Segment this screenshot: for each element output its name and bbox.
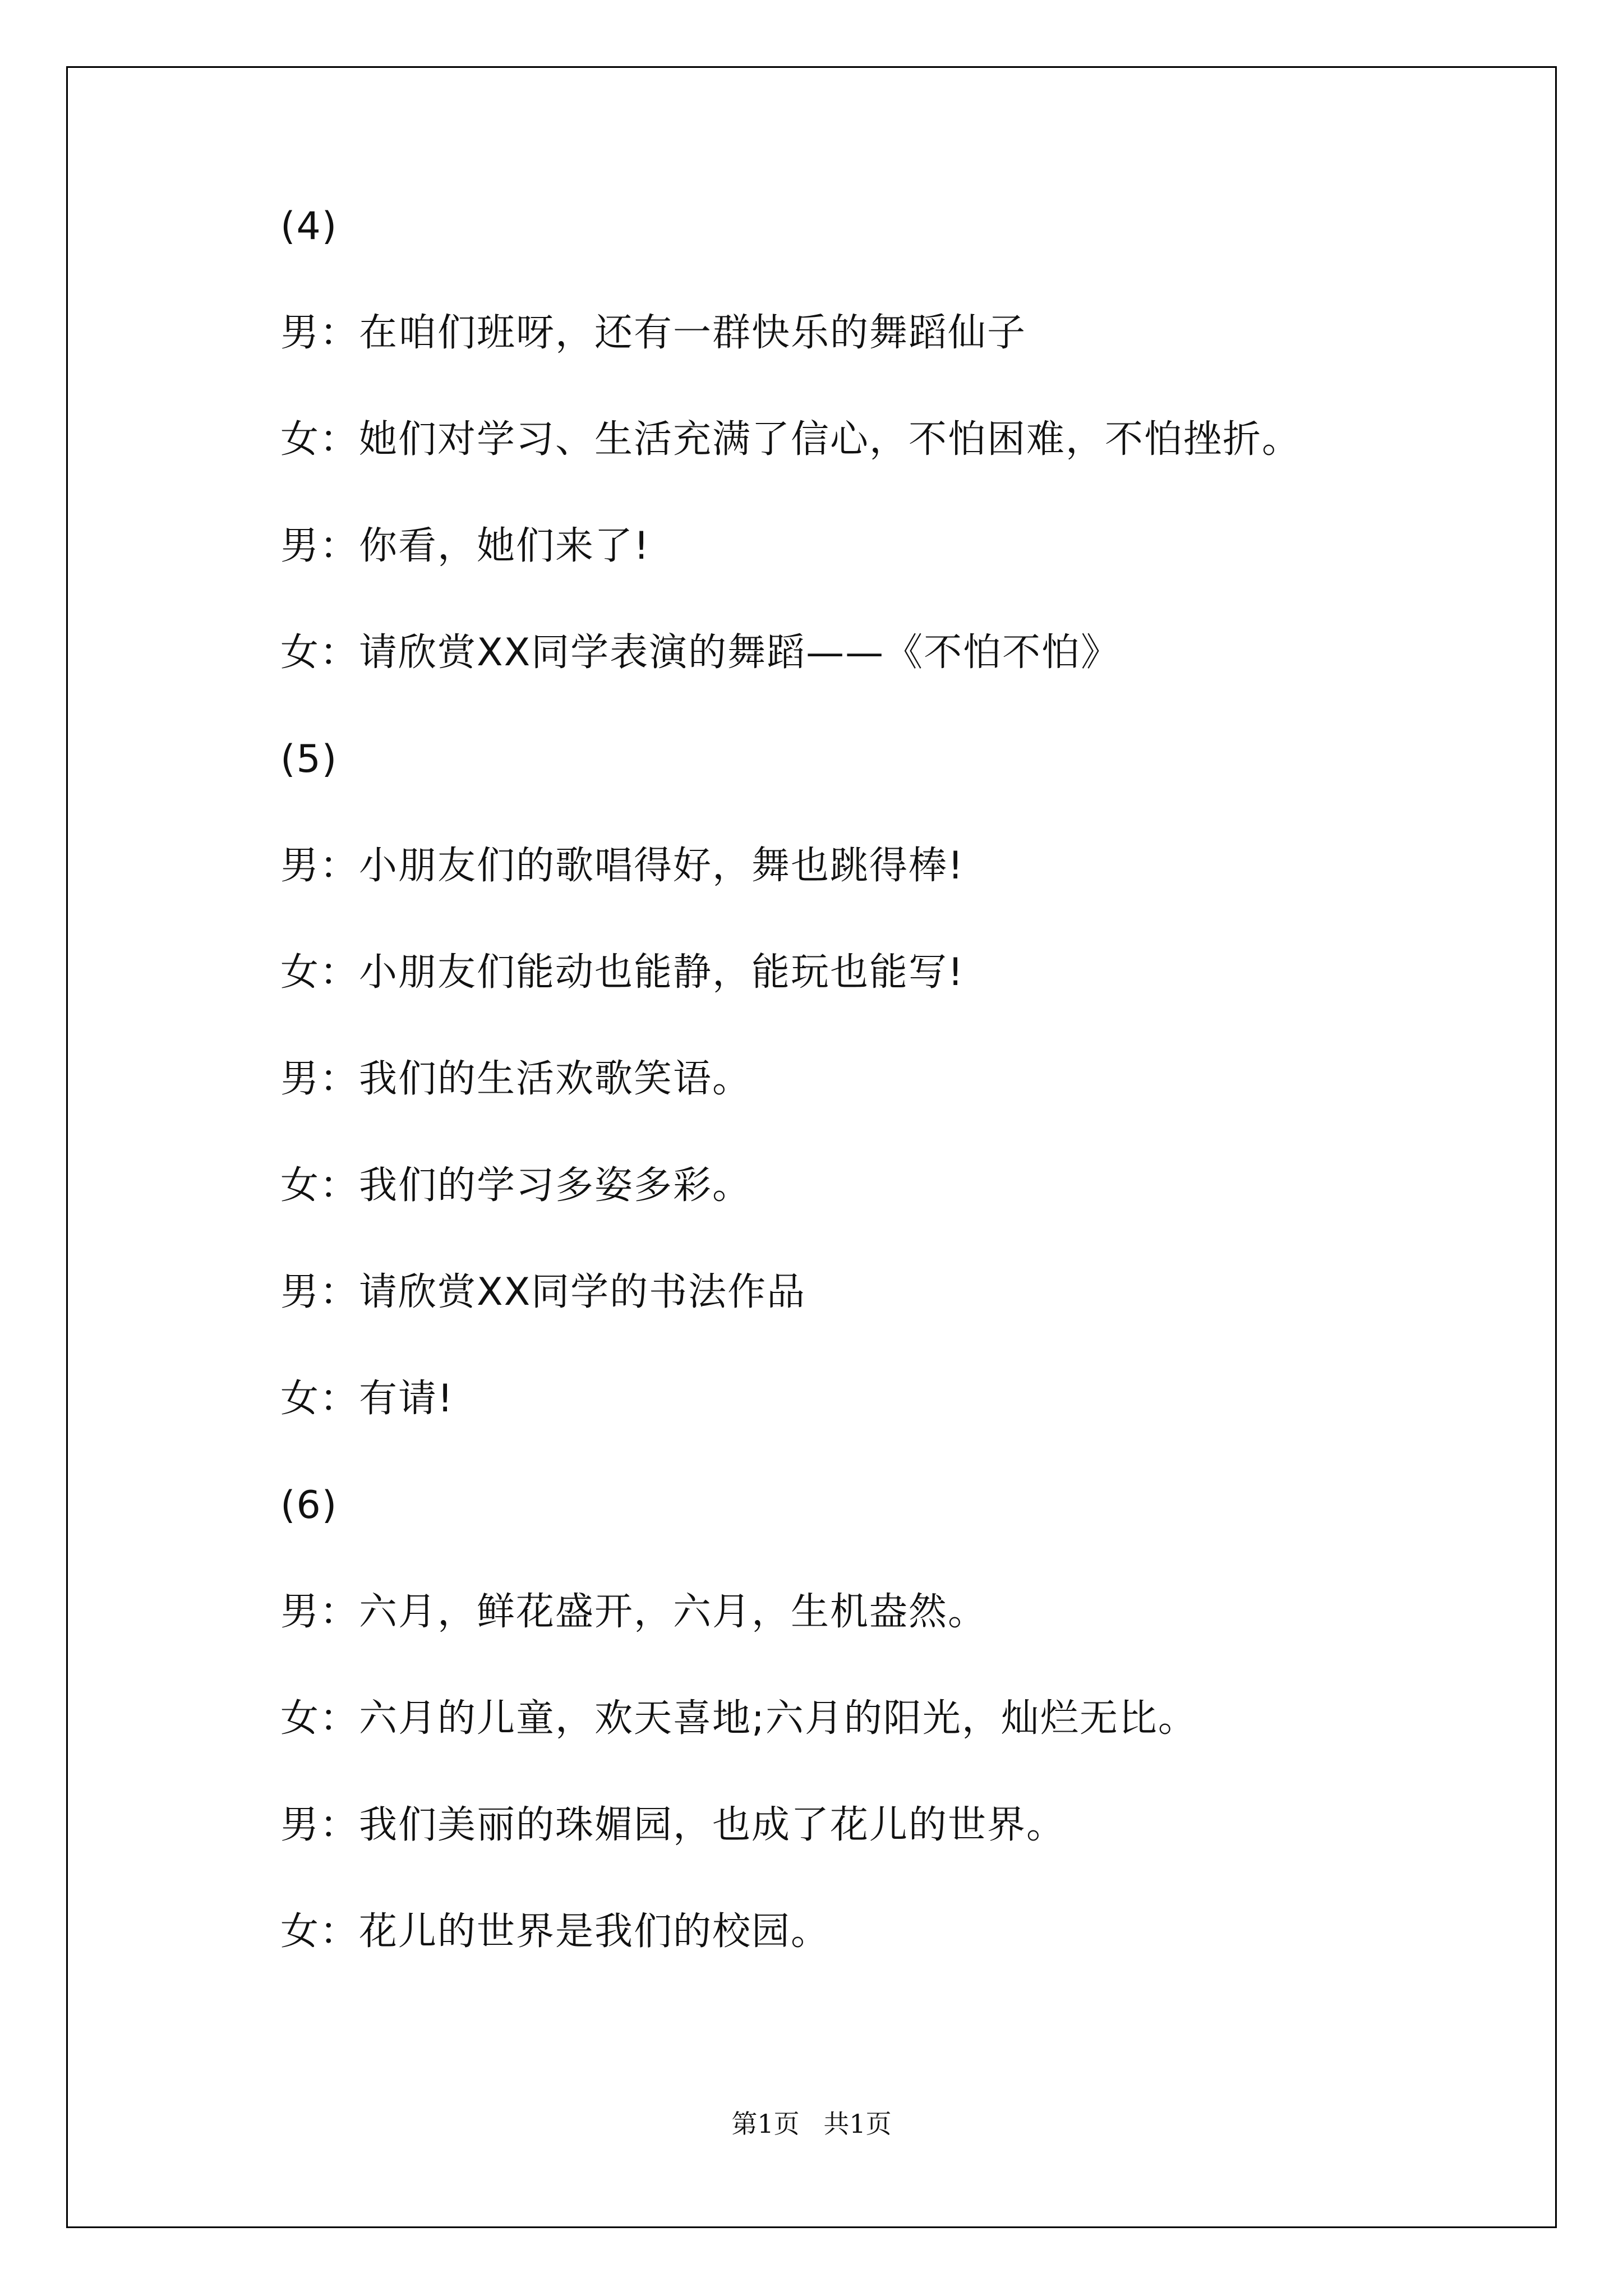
page-number-total: 共1页: [823, 2109, 892, 2139]
dialogue-line: 男：我们的生活欢歌笑语。: [280, 1057, 752, 1101]
dialogue-line: 男：你看，她们来了!: [280, 524, 651, 568]
page-number-current: 第1页: [731, 2109, 800, 2139]
dialogue-line: 女：她们对学习、生活充满了信心，不怕困难，不怕挫折。: [280, 417, 1302, 462]
dialogue-line: 男：我们美丽的珠媚园，也成了花儿的世界。: [280, 1803, 1066, 1847]
dialogue-line: 女：请欣赏XX同学表演的舞蹈——《不怕不怕》: [280, 631, 1121, 675]
dialogue-line: 女：花儿的世界是我们的校园。: [280, 1910, 831, 1954]
section-heading-6: (6): [280, 1483, 338, 1527]
dialogue-line: 女：我们的学习多姿多彩。: [280, 1163, 752, 1208]
page-footer: [0, 2104, 1623, 2141]
section-heading-4: (4): [280, 204, 338, 249]
section-heading-5: (5): [280, 737, 338, 781]
dialogue-line: 女：六月的儿童，欢天喜地;六月的阳光，灿烂无比。: [280, 1696, 1197, 1741]
dialogue-line: 男：小朋友们的歌唱得好，舞也跳得棒!: [280, 844, 965, 888]
dialogue-line: 男：请欣赏XX同学的书法作品: [280, 1270, 806, 1314]
dialogue-line: 女：小朋友们能动也能静，能玩也能写!: [280, 950, 965, 995]
document-body: [280, 204, 1486, 2019]
dialogue-line: 女：有请!: [280, 1377, 454, 1421]
dialogue-line: 男：六月，鲜花盛开，六月，生机盎然。: [280, 1590, 988, 1634]
dialogue-line: 男：在咱们班呀，还有一群快乐的舞蹈仙子: [280, 311, 1027, 355]
